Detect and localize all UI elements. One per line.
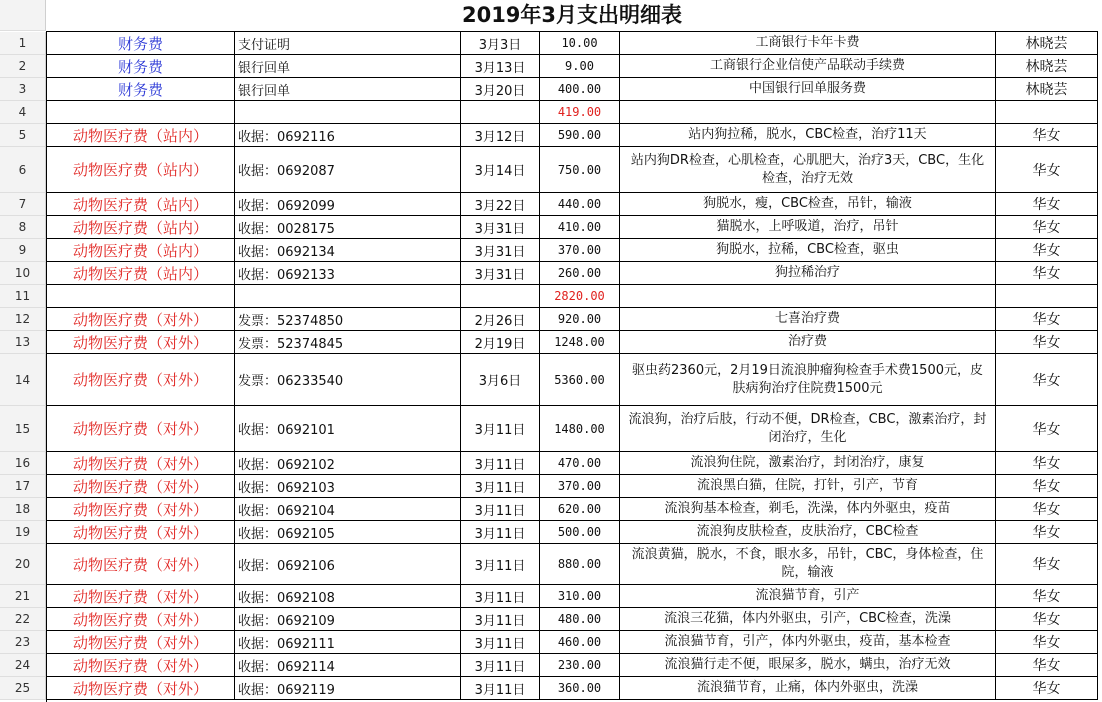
date-cell[interactable]: 3月11日 bbox=[461, 654, 540, 677]
person-cell[interactable]: 华女 bbox=[996, 475, 1098, 498]
person-cell[interactable]: 华女 bbox=[996, 124, 1098, 147]
description-cell[interactable] bbox=[620, 101, 996, 124]
row-header[interactable]: 17 bbox=[0, 475, 46, 498]
date-cell[interactable]: 3月11日 bbox=[461, 452, 540, 475]
amount-cell[interactable]: 370.00 bbox=[540, 475, 620, 498]
date-cell[interactable]: 3月11日 bbox=[461, 406, 540, 452]
document-cell[interactable]: 收据：0692099 bbox=[235, 193, 461, 216]
person-cell[interactable]: 林晓芸 bbox=[996, 32, 1098, 55]
document-cell[interactable]: 银行回单 bbox=[235, 78, 461, 101]
category-cell[interactable]: 动物医疗费（站内） bbox=[47, 216, 235, 239]
row-header[interactable]: 15 bbox=[0, 406, 46, 452]
description-cell[interactable]: 狗拉稀治疗 bbox=[620, 262, 996, 285]
description-cell[interactable]: 七喜治疗费 bbox=[620, 308, 996, 331]
row-header[interactable]: 23 bbox=[0, 631, 46, 654]
description-cell[interactable]: 站内狗DR检查，心肌检查，心肌肥大，治疗3天，CBC，生化检查，治疗无效 bbox=[620, 147, 996, 193]
date-cell[interactable] bbox=[461, 285, 540, 308]
document-cell[interactable]: 收据：0692116 bbox=[235, 124, 461, 147]
category-cell[interactable]: 动物医疗费（站内） bbox=[47, 193, 235, 216]
row-header[interactable]: 19 bbox=[0, 521, 46, 544]
category-cell[interactable]: 动物医疗费（对外） bbox=[47, 608, 235, 631]
description-cell[interactable]: 流浪狗，治疗后肢，行动不便，DR检查，CBC，激素治疗，封闭治疗，生化 bbox=[620, 406, 996, 452]
person-cell[interactable]: 华女 bbox=[996, 498, 1098, 521]
row-header[interactable]: 4 bbox=[0, 101, 46, 124]
person-cell[interactable]: 华女 bbox=[996, 354, 1098, 406]
category-cell[interactable]: 动物医疗费（对外） bbox=[47, 631, 235, 654]
person-cell[interactable]: 华女 bbox=[996, 544, 1098, 585]
amount-cell[interactable]: 440.00 bbox=[540, 193, 620, 216]
amount-cell[interactable]: 360.00 bbox=[540, 677, 620, 700]
date-cell[interactable]: 3月11日 bbox=[461, 677, 540, 700]
description-cell[interactable]: 流浪猫节育，引产 bbox=[620, 585, 996, 608]
document-cell[interactable]: 收据：0692105 bbox=[235, 521, 461, 544]
row-header[interactable]: 25 bbox=[0, 677, 46, 700]
description-cell[interactable]: 流浪狗住院，激素治疗，封闭治疗，康复 bbox=[620, 452, 996, 475]
amount-cell[interactable]: 880.00 bbox=[540, 544, 620, 585]
amount-cell[interactable]: 470.00 bbox=[540, 452, 620, 475]
row-header[interactable]: 24 bbox=[0, 654, 46, 677]
category-cell[interactable]: 动物医疗费（对外） bbox=[47, 677, 235, 700]
description-cell[interactable]: 站内狗拉稀，脱水，CBC检查，治疗11天 bbox=[620, 124, 996, 147]
person-cell[interactable]: 华女 bbox=[996, 331, 1098, 354]
description-cell[interactable]: 工商银行卡年卡费 bbox=[620, 32, 996, 55]
document-cell[interactable]: 收据：0692102 bbox=[235, 452, 461, 475]
document-cell[interactable]: 银行回单 bbox=[235, 55, 461, 78]
person-cell[interactable]: 华女 bbox=[996, 262, 1098, 285]
date-cell[interactable]: 3月31日 bbox=[461, 239, 540, 262]
person-cell[interactable]: 华女 bbox=[996, 406, 1098, 452]
amount-cell[interactable]: 1480.00 bbox=[540, 406, 620, 452]
person-cell[interactable]: 林晓芸 bbox=[996, 55, 1098, 78]
date-cell[interactable]: 3月13日 bbox=[461, 55, 540, 78]
amount-cell[interactable]: 410.00 bbox=[540, 216, 620, 239]
category-cell[interactable]: 动物医疗费（站内） bbox=[47, 124, 235, 147]
description-cell[interactable]: 流浪猫节育，止痛，体内外驱虫，洗澡 bbox=[620, 677, 996, 700]
description-cell[interactable]: 猫脱水，上呼吸道，治疗，吊针 bbox=[620, 216, 996, 239]
category-cell[interactable]: 动物医疗费（站内） bbox=[47, 239, 235, 262]
amount-cell[interactable]: 2820.00 bbox=[540, 285, 620, 308]
row-header[interactable]: 22 bbox=[0, 608, 46, 631]
document-cell[interactable] bbox=[235, 285, 461, 308]
category-cell[interactable]: 动物医疗费（对外） bbox=[47, 544, 235, 585]
amount-cell[interactable]: 1248.00 bbox=[540, 331, 620, 354]
document-cell[interactable]: 收据：0692133 bbox=[235, 262, 461, 285]
sheet-title[interactable]: 2019年3月支出明细表 bbox=[461, 3, 683, 27]
date-cell[interactable]: 3月14日 bbox=[461, 147, 540, 193]
document-cell[interactable]: 收据：0692103 bbox=[235, 475, 461, 498]
date-cell[interactable]: 3月11日 bbox=[461, 521, 540, 544]
description-cell[interactable]: 狗脱水，瘦，CBC检查，吊针，输液 bbox=[620, 193, 996, 216]
description-cell[interactable]: 治疗费 bbox=[620, 331, 996, 354]
date-cell[interactable]: 3月11日 bbox=[461, 585, 540, 608]
document-cell[interactable]: 收据：0692106 bbox=[235, 544, 461, 585]
document-cell[interactable] bbox=[235, 101, 461, 124]
person-cell[interactable]: 华女 bbox=[996, 147, 1098, 193]
description-cell[interactable]: 流浪三花猫，体内外驱虫，引产，CBC检查，洗澡 bbox=[620, 608, 996, 631]
date-cell[interactable]: 3月11日 bbox=[461, 498, 540, 521]
amount-cell[interactable]: 10.00 bbox=[540, 32, 620, 55]
date-cell[interactable]: 2月19日 bbox=[461, 331, 540, 354]
amount-cell[interactable]: 230.00 bbox=[540, 654, 620, 677]
amount-cell[interactable]: 400.00 bbox=[540, 78, 620, 101]
document-cell[interactable]: 收据：0692119 bbox=[235, 677, 461, 700]
document-cell[interactable]: 收据：0692114 bbox=[235, 654, 461, 677]
person-cell[interactable]: 华女 bbox=[996, 521, 1098, 544]
description-cell[interactable]: 流浪黄猫，脱水，不食，眼水多，吊针，CBC，身体检查，住院，输液 bbox=[620, 544, 996, 585]
date-cell[interactable]: 3月11日 bbox=[461, 475, 540, 498]
description-cell[interactable]: 流浪黑白猫，住院，打针，引产，节育 bbox=[620, 475, 996, 498]
person-cell[interactable]: 华女 bbox=[996, 631, 1098, 654]
category-cell[interactable]: 动物医疗费（对外） bbox=[47, 521, 235, 544]
row-header-title[interactable] bbox=[0, 0, 46, 31]
category-cell[interactable] bbox=[47, 285, 235, 308]
date-cell[interactable]: 3月31日 bbox=[461, 216, 540, 239]
category-cell[interactable]: 动物医疗费（对外） bbox=[47, 654, 235, 677]
date-cell[interactable]: 3月11日 bbox=[461, 608, 540, 631]
row-header[interactable]: 16 bbox=[0, 452, 46, 475]
category-cell[interactable]: 动物医疗费（站内） bbox=[47, 147, 235, 193]
description-cell[interactable]: 中国银行回单服务费 bbox=[620, 78, 996, 101]
document-cell[interactable]: 收据：0692109 bbox=[235, 608, 461, 631]
date-cell[interactable]: 3月6日 bbox=[461, 354, 540, 406]
category-cell[interactable]: 动物医疗费（对外） bbox=[47, 498, 235, 521]
document-cell[interactable]: 收据：0692104 bbox=[235, 498, 461, 521]
row-header[interactable]: 14 bbox=[0, 354, 46, 406]
date-cell[interactable]: 3月20日 bbox=[461, 78, 540, 101]
amount-cell[interactable]: 419.00 bbox=[540, 101, 620, 124]
category-cell[interactable]: 财务费 bbox=[47, 55, 235, 78]
category-cell[interactable]: 财务费 bbox=[47, 78, 235, 101]
row-header[interactable]: 6 bbox=[0, 147, 46, 193]
description-cell[interactable]: 狗脱水，拉稀，CBC检查，驱虫 bbox=[620, 239, 996, 262]
amount-cell[interactable]: 620.00 bbox=[540, 498, 620, 521]
row-header[interactable]: 10 bbox=[0, 262, 46, 285]
description-cell[interactable]: 流浪猫行走不便，眼屎多，脱水，螨虫，治疗无效 bbox=[620, 654, 996, 677]
row-header[interactable]: 13 bbox=[0, 331, 46, 354]
date-cell[interactable] bbox=[461, 101, 540, 124]
date-cell[interactable]: 2月26日 bbox=[461, 308, 540, 331]
category-cell[interactable]: 动物医疗费（对外） bbox=[47, 308, 235, 331]
category-cell[interactable]: 动物医疗费（站内） bbox=[47, 262, 235, 285]
row-header[interactable]: 21 bbox=[0, 585, 46, 608]
document-cell[interactable]: 发票：06233540 bbox=[235, 354, 461, 406]
person-cell[interactable]: 华女 bbox=[996, 608, 1098, 631]
category-cell[interactable]: 动物医疗费（对外） bbox=[47, 406, 235, 452]
person-cell[interactable]: 华女 bbox=[996, 677, 1098, 700]
person-cell[interactable] bbox=[996, 101, 1098, 124]
person-cell[interactable]: 华女 bbox=[996, 193, 1098, 216]
row-header[interactable]: 20 bbox=[0, 544, 46, 585]
category-cell[interactable]: 动物医疗费（对外） bbox=[47, 331, 235, 354]
person-cell[interactable]: 林晓芸 bbox=[996, 78, 1098, 101]
category-cell[interactable]: 动物医疗费（对外） bbox=[47, 354, 235, 406]
date-cell[interactable]: 3月3日 bbox=[461, 32, 540, 55]
description-cell[interactable] bbox=[620, 285, 996, 308]
row-header[interactable]: 11 bbox=[0, 285, 46, 308]
date-cell[interactable]: 3月11日 bbox=[461, 631, 540, 654]
amount-cell[interactable]: 260.00 bbox=[540, 262, 620, 285]
person-cell[interactable]: 华女 bbox=[996, 308, 1098, 331]
amount-cell[interactable]: 310.00 bbox=[540, 585, 620, 608]
row-header[interactable]: 3 bbox=[0, 78, 46, 101]
document-cell[interactable]: 收据：0692108 bbox=[235, 585, 461, 608]
row-header[interactable]: 9 bbox=[0, 239, 46, 262]
description-cell[interactable]: 流浪狗基本检查，剃毛，洗澡，体内外驱虫，疫苗 bbox=[620, 498, 996, 521]
document-cell[interactable]: 收据：0692134 bbox=[235, 239, 461, 262]
document-cell[interactable]: 收据：0028175 bbox=[235, 216, 461, 239]
description-cell[interactable]: 流浪狗皮肤检查，皮肤治疗，CBC检查 bbox=[620, 521, 996, 544]
person-cell[interactable] bbox=[996, 285, 1098, 308]
amount-cell[interactable]: 500.00 bbox=[540, 521, 620, 544]
category-cell[interactable]: 动物医疗费（对外） bbox=[47, 452, 235, 475]
date-cell[interactable]: 3月22日 bbox=[461, 193, 540, 216]
amount-cell[interactable]: 5360.00 bbox=[540, 354, 620, 406]
amount-cell[interactable]: 9.00 bbox=[540, 55, 620, 78]
date-cell[interactable]: 3月12日 bbox=[461, 124, 540, 147]
amount-cell[interactable]: 750.00 bbox=[540, 147, 620, 193]
row-header[interactable]: 7 bbox=[0, 193, 46, 216]
row-header[interactable]: 1 bbox=[0, 32, 46, 55]
date-cell[interactable]: 3月31日 bbox=[461, 262, 540, 285]
row-header[interactable]: 5 bbox=[0, 124, 46, 147]
description-cell[interactable]: 工商银行企业信使产品联动手续费 bbox=[620, 55, 996, 78]
amount-cell[interactable]: 590.00 bbox=[540, 124, 620, 147]
category-cell[interactable]: 财务费 bbox=[47, 32, 235, 55]
category-cell[interactable] bbox=[47, 101, 235, 124]
row-header[interactable]: 18 bbox=[0, 498, 46, 521]
document-cell[interactable]: 支付证明 bbox=[235, 32, 461, 55]
description-cell[interactable]: 驱虫药2360元，2月19日流浪肿瘤狗检查手术费1500元，皮肤病狗治疗住院费1500元 bbox=[620, 354, 996, 406]
document-cell[interactable]: 收据：0692111 bbox=[235, 631, 461, 654]
category-cell[interactable]: 动物医疗费（对外） bbox=[47, 585, 235, 608]
description-cell[interactable]: 流浪猫节育，引产，体内外驱虫，疫苗，基本检查 bbox=[620, 631, 996, 654]
person-cell[interactable]: 华女 bbox=[996, 452, 1098, 475]
row-header[interactable]: 12 bbox=[0, 308, 46, 331]
person-cell[interactable]: 华女 bbox=[996, 239, 1098, 262]
person-cell[interactable]: 华女 bbox=[996, 585, 1098, 608]
row-header[interactable]: 2 bbox=[0, 55, 46, 78]
amount-cell[interactable]: 460.00 bbox=[540, 631, 620, 654]
document-cell[interactable]: 收据：0692101 bbox=[235, 406, 461, 452]
row-header[interactable]: 8 bbox=[0, 216, 46, 239]
document-cell[interactable]: 发票：52374850 bbox=[235, 308, 461, 331]
amount-cell[interactable]: 920.00 bbox=[540, 308, 620, 331]
amount-cell[interactable]: 370.00 bbox=[540, 239, 620, 262]
person-cell[interactable]: 华女 bbox=[996, 654, 1098, 677]
category-cell[interactable]: 动物医疗费（对外） bbox=[47, 475, 235, 498]
date-cell[interactable]: 3月11日 bbox=[461, 544, 540, 585]
person-cell[interactable]: 华女 bbox=[996, 216, 1098, 239]
amount-cell[interactable]: 480.00 bbox=[540, 608, 620, 631]
document-cell[interactable]: 收据：0692087 bbox=[235, 147, 461, 193]
document-cell[interactable]: 发票：52374845 bbox=[235, 331, 461, 354]
